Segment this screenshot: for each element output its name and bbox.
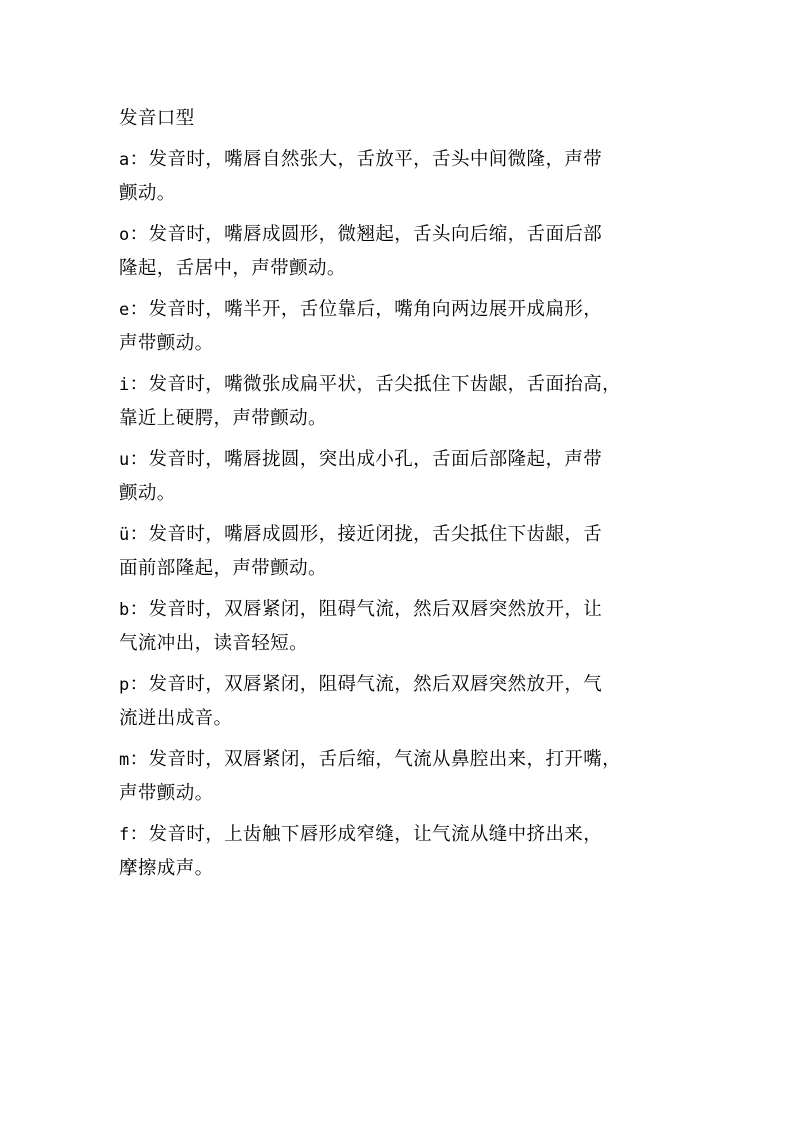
entry-line-continued: 靠近上硬腭，声带颤动。 <box>119 408 327 429</box>
document-body <box>119 102 679 893</box>
entry-p <box>119 668 679 735</box>
entry-text: ：发音时，嘴唇拢圆，突出成小孔，舌面后部隆起，声带 <box>129 449 603 470</box>
entry-key: o <box>119 225 130 245</box>
entry-i <box>119 368 679 435</box>
entry-line <box>119 218 679 252</box>
entry-e <box>119 293 679 360</box>
entry-key: e <box>119 300 130 320</box>
entry-line-continued: 声带颤动。 <box>119 783 214 804</box>
entry-key: b <box>119 600 130 620</box>
document-title: 发音口型 <box>119 108 195 129</box>
entry-f <box>119 818 679 885</box>
entry-text: ：发音时，双唇紧闭，舌后缩，气流从鼻腔出来，打开嘴， <box>129 749 622 770</box>
entry-line-continued: 隆起，舌居中，声带颤动。 <box>119 258 346 279</box>
entry-a <box>119 143 679 210</box>
entry-key: ü <box>119 525 130 545</box>
entry-text: ：发音时，嘴微张成扁平状，舌尖抵住下齿龈，舌面抬高， <box>129 374 622 395</box>
entry-line-continued: 气流冲出，读音轻短。 <box>119 633 309 654</box>
entry-line <box>119 818 679 852</box>
entry-key: i <box>119 375 130 395</box>
entry-line-continued: 面前部隆起，声带颤动。 <box>119 558 327 579</box>
entry-u <box>119 443 679 510</box>
entry-text: ：发音时，双唇紧闭，阻碍气流，然后双唇突然放开，让 <box>129 599 603 620</box>
entry-b <box>119 593 679 660</box>
entry-u-umlaut <box>119 518 679 585</box>
entry-line-continued: 声带颤动。 <box>119 333 214 354</box>
entry-o <box>119 218 679 285</box>
entry-line <box>119 143 679 177</box>
entry-key: a <box>119 150 130 170</box>
entry-key: f <box>119 825 130 845</box>
entry-key: u <box>119 450 130 470</box>
entry-text: ：发音时，双唇紧闭，阻碍气流，然后双唇突然放开，气 <box>129 674 603 695</box>
entry-line <box>119 518 679 552</box>
entry-line <box>119 293 679 327</box>
entry-line <box>119 593 679 627</box>
entry-key: p <box>119 675 130 695</box>
entry-text: ：发音时，嘴半开，舌位靠后，嘴角向两边展开成扁形， <box>129 299 603 320</box>
entry-text: ：发音时，嘴唇自然张大，舌放平，舌头中间微隆，声带 <box>129 149 603 170</box>
entry-line-continued: 摩擦成声。 <box>119 858 214 879</box>
entry-line <box>119 443 679 477</box>
entry-line <box>119 743 679 777</box>
entry-line-continued: 颤动。 <box>119 183 176 204</box>
entry-text: ：发音时，嘴唇成圆形，接近闭拢，舌尖抵住下齿龈，舌 <box>129 524 603 545</box>
entry-text: ：发音时，上齿触下唇形成窄缝，让气流从缝中挤出来， <box>129 824 603 845</box>
entry-line <box>119 668 679 702</box>
entry-m <box>119 743 679 810</box>
entry-line-continued: 颤动。 <box>119 483 176 504</box>
entry-line <box>119 368 679 402</box>
entry-line-continued: 流迸出成音。 <box>119 708 233 729</box>
entry-key: m <box>119 750 130 770</box>
entry-text: ：发音时，嘴唇成圆形，微翘起，舌头向后缩，舌面后部 <box>129 224 603 245</box>
